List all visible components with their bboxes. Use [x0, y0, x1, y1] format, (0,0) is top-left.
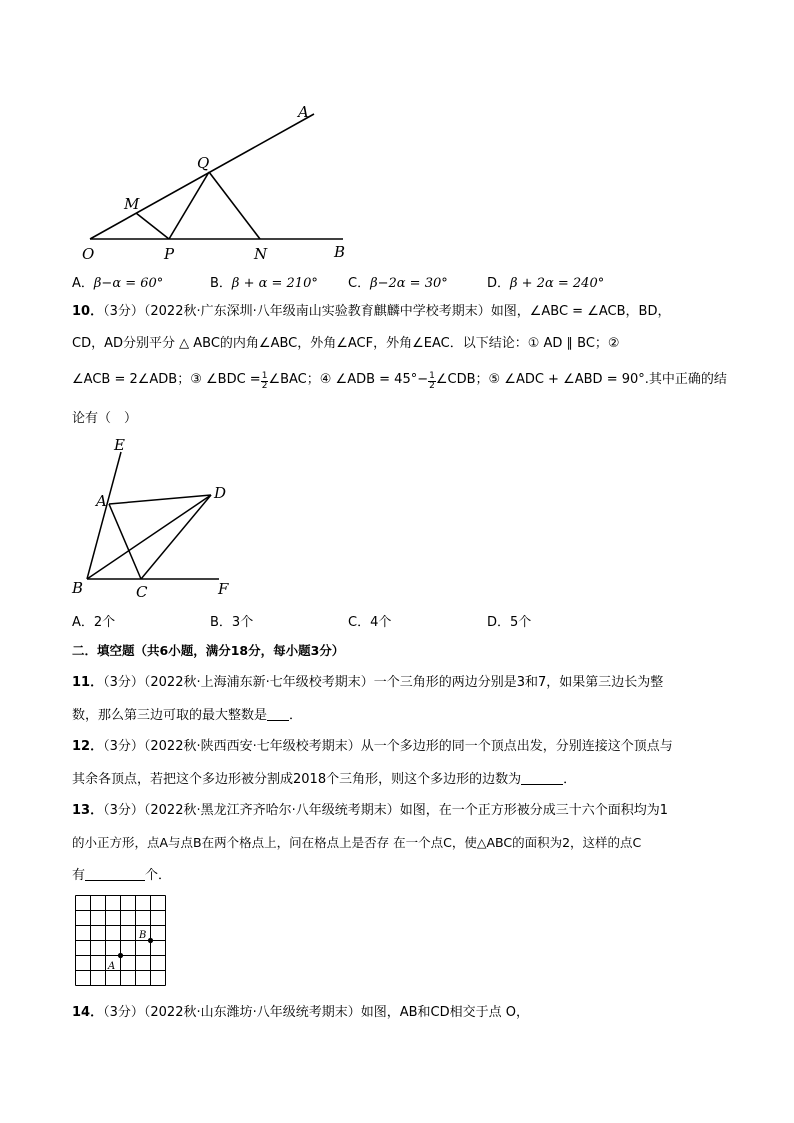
question-score: （3分）	[103, 739, 144, 754]
option-letter: A．	[72, 615, 94, 630]
question-text: 个．	[145, 868, 172, 883]
option-expr: β−α = 60°	[93, 276, 164, 291]
option-letter: D．	[487, 615, 511, 630]
q10-line4	[72, 410, 137, 428]
label-C: C	[136, 583, 148, 601]
question-text: ∠ACB = 2∠ADB；③ ∠BDC =	[72, 372, 261, 387]
fraction-denominator: 2	[429, 381, 435, 391]
label-A: A	[108, 961, 116, 972]
figure-q13-grid	[72, 894, 172, 990]
q9-option-c	[348, 272, 448, 291]
q14-line1	[72, 1004, 529, 1022]
q13-line3	[72, 866, 171, 885]
question-text: 数，那么第三边可取的最大整数是	[72, 708, 268, 723]
question-text: 从一个多边形的同一个顶点出发，分别连接这个顶点与	[360, 739, 673, 754]
segment-PQ	[169, 172, 209, 239]
segment-CD	[141, 495, 211, 579]
figure-q9	[70, 96, 370, 266]
question-text: CD，AD分别平分 △ ABC的内角∠ABC，外角∠ACF，外角∠EAC．以下结论：① AD ∥ BC；②	[72, 336, 620, 351]
question-score: （3分）	[103, 803, 144, 818]
segment-AC	[109, 504, 141, 579]
question-number: 14．	[72, 1005, 104, 1020]
label-B: B	[334, 243, 346, 261]
q9-option-a	[72, 272, 163, 291]
question-text: ．	[563, 772, 577, 787]
question-text: 的小正方形，点A与点B在两个格点上，问在格点上是否存 在一个点C，使△ABC的面积为2，这样的点C	[72, 835, 642, 850]
option-text: 2个	[93, 615, 116, 630]
label-B: B	[72, 579, 84, 597]
fraction-numerator: 1	[429, 371, 435, 381]
option-expr: β + α = 210°	[231, 276, 318, 291]
segment-MP	[136, 213, 169, 239]
question-text: 其余各顶点，若把这个多边形被分割成2018个三角形，则这个多边形的边数为	[72, 772, 522, 787]
q10-line3	[72, 371, 727, 391]
question-text: 如图，在一个正方形被分成三十六个面积均为1	[399, 803, 669, 818]
q11-line2	[72, 706, 302, 725]
q13-line1	[72, 802, 668, 820]
question-score: （3分）	[103, 1005, 144, 1020]
question-number: 12．	[72, 739, 104, 754]
label-B: B	[139, 930, 147, 941]
question-number: 10．	[72, 304, 104, 319]
option-letter: A．	[72, 276, 94, 291]
label-F: F	[218, 580, 229, 598]
label-P: P	[164, 245, 175, 263]
question-text: ．	[289, 708, 303, 723]
option-letter: D．	[487, 276, 511, 291]
section-title: 二．填空题（共6小题，满分18分，每小题3分）	[72, 643, 345, 658]
question-source: （2022秋·上海浦东新·七年级校考期末）	[143, 675, 374, 690]
label-O: O	[82, 245, 95, 263]
q10-line2	[72, 335, 620, 353]
question-source: （2022秋·山东潍坊·八年级统考期末）	[143, 1005, 361, 1020]
label-Q: Q	[197, 154, 210, 172]
answer-blank[interactable]	[85, 866, 145, 881]
q10-option-c	[348, 611, 391, 630]
option-expr: β−2α = 30°	[370, 276, 448, 291]
question-text: ∠CDB；⑤ ∠ADC + ∠ABD = 90°.其中正确的结	[435, 372, 727, 387]
label-M: M	[124, 195, 140, 213]
q12-line1	[72, 738, 673, 756]
option-text: 3个	[231, 615, 254, 630]
q10-option-a	[72, 611, 115, 630]
option-text: 5个	[510, 615, 532, 630]
point-A	[118, 953, 123, 958]
fraction-numerator: 1	[261, 371, 268, 381]
point-B	[148, 938, 153, 943]
question-text: ∠BAC；④ ∠ADB = 45°−	[268, 372, 429, 387]
question-score: （3分）	[103, 304, 144, 319]
section-heading	[72, 642, 344, 660]
question-text: 如图，AB和CD相交于点 O，	[360, 1005, 529, 1020]
option-text: 4个	[370, 615, 392, 630]
option-letter: C．	[348, 276, 371, 291]
question-text: 如图，∠ABC = ∠ACB，BD，	[490, 304, 671, 319]
q12-line2	[72, 770, 576, 789]
q9-option-d	[487, 272, 604, 291]
question-source: （2022秋·广东深圳·八年级南山实验教育麒麟中学校考期末）	[143, 304, 491, 319]
answer-blank[interactable]	[267, 706, 289, 721]
option-expr: β + 2α = 240°	[510, 276, 605, 291]
option-letter: B．	[210, 276, 232, 291]
figure-q10	[66, 432, 246, 604]
q11-line1	[72, 674, 663, 692]
q10-option-d	[487, 611, 531, 630]
question-text: 论有（ ）	[72, 411, 138, 426]
question-number: 11．	[72, 675, 104, 690]
label-E: E	[114, 436, 125, 454]
question-number: 13．	[72, 803, 104, 818]
fraction-half	[428, 372, 436, 391]
q9-option-b	[210, 272, 318, 291]
option-letter: C．	[348, 615, 371, 630]
question-source: （2022秋·黑龙江齐齐哈尔·八年级统考期末）	[143, 803, 400, 818]
q10-line1	[72, 303, 670, 321]
question-score: （3分）	[103, 675, 144, 690]
question-text: 有	[72, 868, 86, 883]
label-D: D	[214, 484, 227, 502]
q13-line2	[72, 834, 641, 852]
question-source: （2022秋·陕西西安·七年级校考期末）	[143, 739, 361, 754]
label-A: A	[298, 103, 309, 121]
question-text: 一个三角形的两边分别是3和7，如果第三边长为整	[373, 675, 664, 690]
fraction-denominator: 2	[261, 381, 268, 391]
label-N: N	[254, 245, 268, 263]
answer-blank[interactable]	[521, 770, 563, 785]
segment-AD	[109, 495, 211, 504]
q10-option-b	[210, 611, 253, 630]
segment-QN	[209, 172, 260, 239]
option-letter: B．	[210, 615, 232, 630]
label-A: A	[96, 492, 107, 510]
ray-OA	[90, 114, 314, 239]
